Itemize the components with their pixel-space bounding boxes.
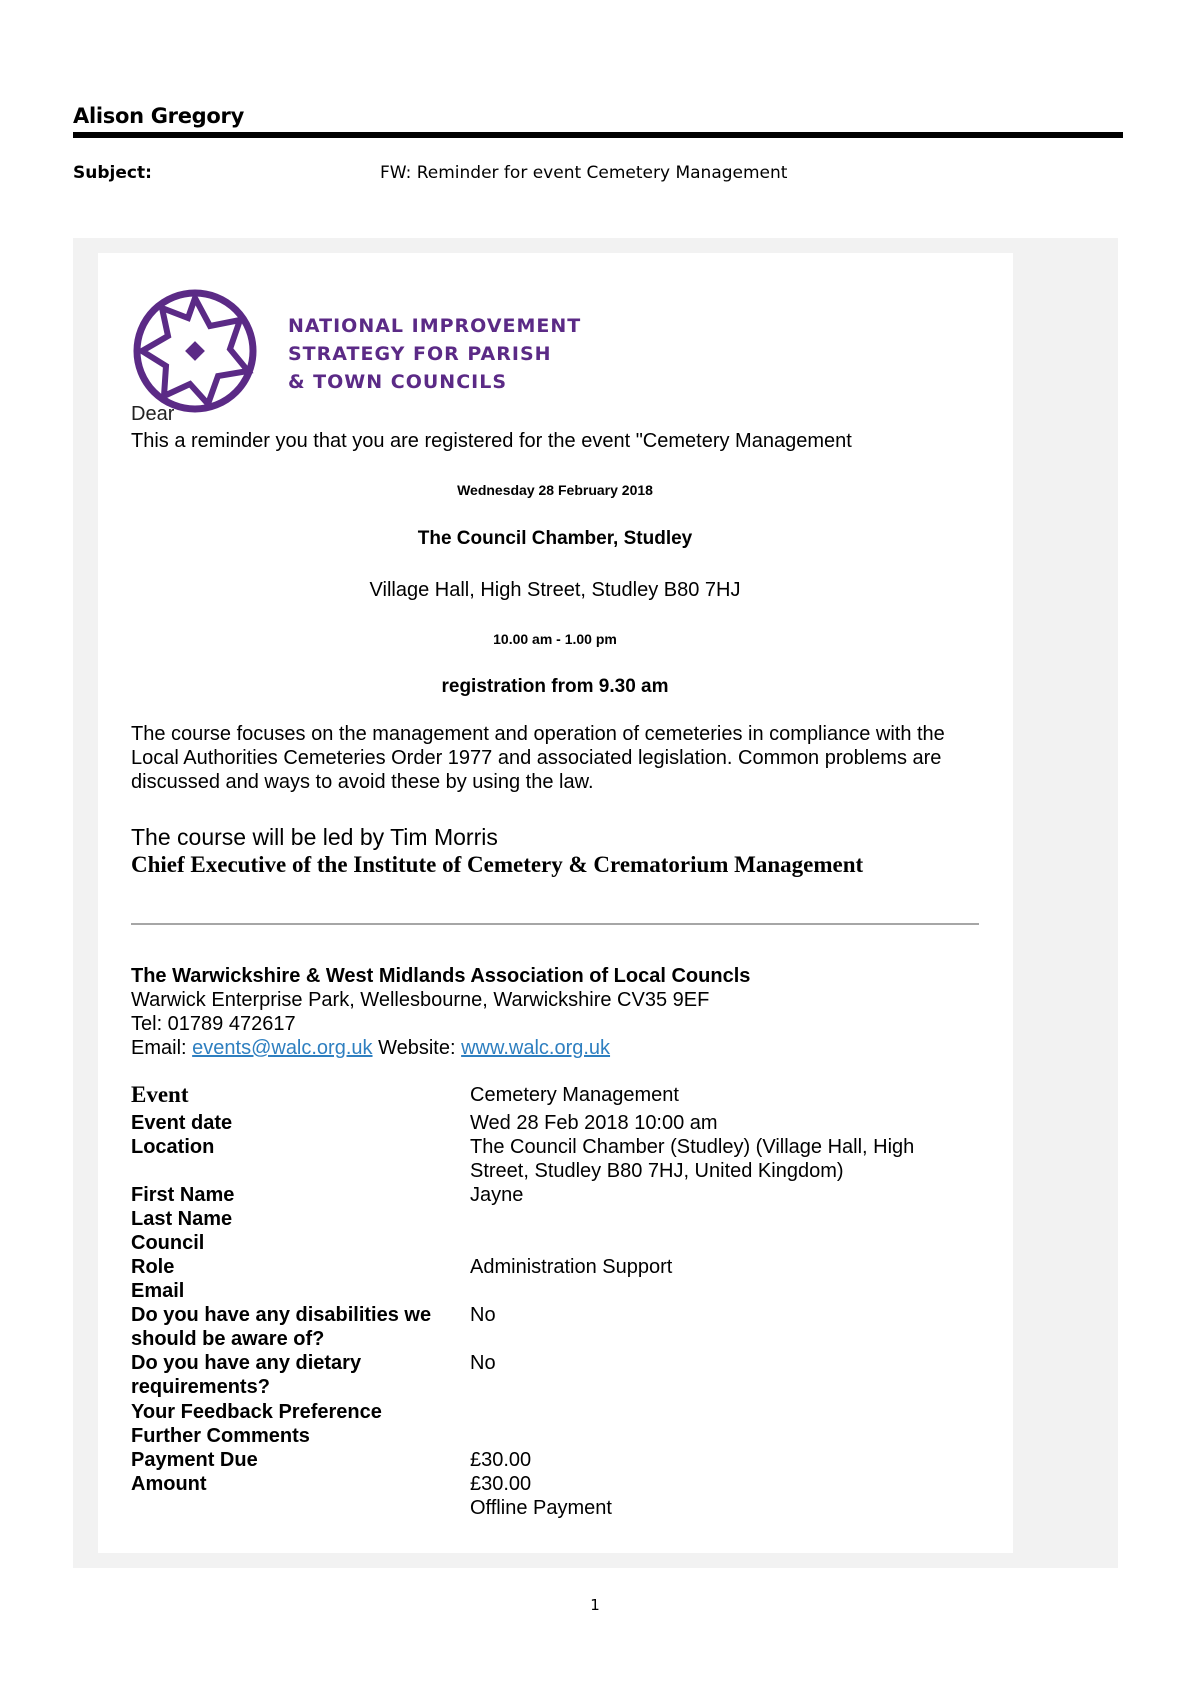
org-name: The Warwickshire & West Midlands Association of Local Councls <box>131 965 751 987</box>
logo-wordmark <box>288 312 581 396</box>
detail-label: Do you have any disabilities we should be aware of? <box>131 1304 432 1350</box>
org-tel: Tel: 01789 472617 <box>131 1013 296 1035</box>
detail-label: Your Feedback Preference <box>131 1401 382 1423</box>
detail-label: Email <box>131 1280 185 1302</box>
org-website-label: Website: <box>378 1037 456 1059</box>
org-email-link[interactable]: events@walc.org.uk <box>192 1037 373 1059</box>
detail-label: Amount <box>131 1473 207 1495</box>
subject-value: FW: Reminder for event Cemetery Management <box>380 163 788 183</box>
detail-value: Jayne <box>470 1184 524 1206</box>
subject-label: Subject: <box>73 163 152 183</box>
detail-label: Do you have any dietary requirements? <box>131 1352 362 1398</box>
greeting: Dear <box>131 404 175 422</box>
page-number: 1 <box>590 1596 600 1614</box>
detail-label: Last Name <box>131 1208 233 1230</box>
section-divider <box>131 923 979 925</box>
detail-value: No <box>470 1304 496 1326</box>
detail-value: Wed 28 Feb 2018 10:00 am <box>470 1112 718 1134</box>
detail-value: Cemetery Management <box>470 1084 679 1106</box>
org-contact-line <box>131 1037 610 1060</box>
detail-label: Further Comments <box>131 1425 310 1447</box>
event-time: 10.00 am - 1.00 pm <box>493 631 617 647</box>
detail-label: Event date <box>131 1112 233 1134</box>
org-website-link[interactable]: www.walc.org.uk <box>461 1037 611 1059</box>
detail-value: Offline Payment <box>470 1497 612 1519</box>
header-divider <box>73 132 1123 138</box>
venue-heading: The Council Chamber, Studley <box>417 528 693 549</box>
reminder-text: This a reminder you that you are registered for the event "Cemetery Management <box>131 430 852 452</box>
org-address: Warwick Enterprise Park, Wellesbourne, Warwickshire CV35 9EF <box>131 989 710 1011</box>
course-leader: The course will be led by Tim Morris <box>131 824 498 850</box>
detail-value: The Council Chamber (Studley) (Village Hall, High Street, Studley B80 7HJ, United Kingdom) <box>470 1136 915 1182</box>
logo-line-1: NATIONAL IMPROVEMENT <box>288 315 582 337</box>
course-leader-title: Chief Executive of the Institute of Cemetery & Crematorium Management <box>131 852 864 877</box>
detail-value: £30.00 <box>470 1473 532 1495</box>
logo-line-2: STRATEGY FOR PARISH <box>288 343 552 365</box>
registration-time: registration from 9.30 am <box>441 676 669 697</box>
detail-value: No <box>470 1352 496 1374</box>
detail-label: Payment Due <box>131 1449 258 1471</box>
logo-line-3: & TOWN COUNCILS <box>288 371 507 393</box>
detail-label: Event <box>131 1082 189 1107</box>
sender-name: Alison Gregory <box>73 104 244 128</box>
star-emblem-icon <box>130 286 260 416</box>
detail-label: First Name <box>131 1184 235 1206</box>
venue-address: Village Hall, High Street, Studley B80 7HJ <box>369 579 741 601</box>
detail-value: Administration Support <box>470 1256 673 1278</box>
org-email-label: Email: <box>131 1037 187 1059</box>
course-description: The course focuses on the management and operation of cemeteries in compliance with the Local Authorities Cemeteries Order 1977 and associated legislation. Common problems are discussed and ways to avoid these by using the law. <box>131 723 945 793</box>
detail-value: £30.00 <box>470 1449 532 1471</box>
detail-label: Role <box>131 1256 175 1278</box>
detail-label: Location <box>131 1136 215 1158</box>
detail-label: Council <box>131 1232 205 1254</box>
event-date-heading: Wednesday 28 February 2018 <box>457 482 653 498</box>
